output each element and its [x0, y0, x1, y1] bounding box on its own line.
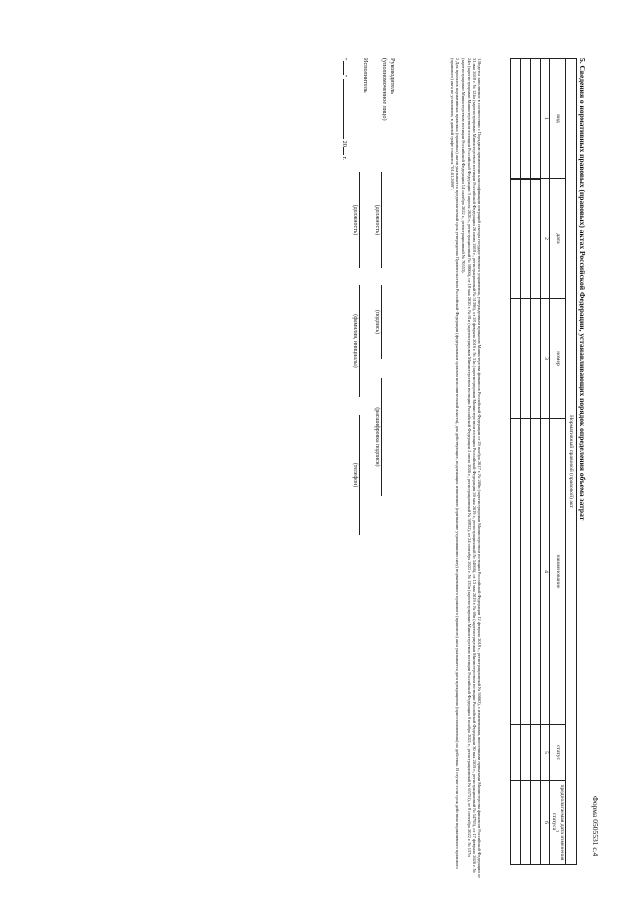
table-group-header: Нормативный правовой (правовой) акт: [566, 59, 577, 865]
column-header-date: дата: [550, 179, 566, 299]
date-quote-close: ": [341, 74, 348, 78]
table-cell: [511, 179, 521, 299]
caption-position: (должность): [352, 204, 358, 236]
table-cell: [521, 725, 531, 781]
head-signature-line: [381, 285, 382, 359]
column-number: 4: [541, 419, 550, 725]
table-cell: [531, 179, 541, 299]
table-cell: [531, 725, 541, 781]
table-cell: [531, 781, 541, 865]
form-code: Форма 0505531 с.4: [591, 796, 600, 857]
head-sublabel: (уполномоченное лицо): [381, 58, 388, 121]
table-cell: [531, 299, 541, 419]
head-label: Руководитель: [389, 58, 396, 94]
table-row: [511, 59, 521, 865]
caption-phone: (телефон): [352, 462, 358, 488]
head-name-line: [381, 378, 382, 496]
table-row: [531, 59, 541, 865]
executor-fio-line: [359, 285, 360, 397]
section-title: 5. Сведения о нормативных правовых (правовых) актах Российской Федерации, устанавливающих порядок определения объема затрат: [578, 58, 587, 521]
column-number: 5: [541, 725, 550, 781]
legal-acts-table: [510, 58, 577, 865]
date-line: [341, 58, 348, 160]
table-cell: [521, 299, 531, 419]
table-cell: [511, 299, 521, 419]
table-cell: [521, 781, 531, 865]
caption-fio: (фамилия, инициалы): [352, 314, 358, 368]
date-year-blank: [343, 147, 344, 155]
column-header-status-change-date: [550, 781, 566, 865]
footnote-2: 2 Для проектов нормативных правовых (правовых) актов указывается предполагаемый срок утверждения Правительством Российской Федерации (федеральным органом исполнительной власти), для действующих, подлежащих изменению (признанию утратившими силу) нормативного правового (правового) акта указывается дата прекращения (приостановления) их действия. В случае если срок действия нормативного правового (правового) акта не установлен, в данной графе ставится "01.01.2099".: [450, 58, 461, 869]
table-cell: [511, 781, 521, 865]
column-number: 6: [541, 781, 550, 865]
caption-position: (должность): [374, 204, 380, 236]
table-cell: [511, 725, 521, 781]
column-header-status-change-date-label: предполагаемая дата изменения статуса: [550, 784, 565, 861]
table-cell: [521, 419, 531, 725]
date-day-blank: [343, 61, 344, 75]
footnote-1: 1 Ведется заполнение в соответствии с Порядком применения классификации операций сектора государственного управления, утвержденным приказом Министерства финансов Российской Федерации от 29 ноября 2017 г. № 209н (зарегистрирован Министерством юстиции Российской Федерации 12 февраля 2018 г., регистрационный № 50003), с изменениями, внесенными приказами Министерства финансов Российской Федерации от 31 мая 2018 г. № 124н (зарегистрирован Министерством юстиции Российской Федерации 20 июня 2018 г., регистрационный № 51396), от 28 февраля 2019 г. № 31н (зарегистрирован Министерством юстиции Российской Федерации 20 мая 2019 г., регистрационный № 54666), от 13 мая 2019 г. № 69н (зарегистрирован Министерством юстиции Российской Федерации 30 мая 2019 г., регистрационный № 54795), от 17 февраля 2020 г. № 24н (зарегистрирован Министерством юстиции Российской Федерации 3 апреля 2020 г., регистрационный № 58000), от 18 мая 2020 г. № 81н (зарегистрирован Министерством юстиции Российской Федерации 2 июля 2020 г., регистрационный № 58832), от 24 сентября 2021 г. № 135н (зарегистрирован Министерством юстиции Российской Федерации 9 ноября 2021 г., регистрационный № 65751), от 8 сентября 2022 г. № 137н (зарегистрирован Министерством юстиции Российской Федерации 14 октября 2022 г., регистрационный № 70553).: [461, 58, 482, 878]
column-header-number: номер: [550, 299, 566, 419]
date-year-suffix: г.: [341, 156, 348, 160]
table-cell: [531, 419, 541, 725]
column-header-name: наименование: [550, 419, 566, 725]
date-quote-open: ": [341, 58, 348, 61]
table-cell: [511, 59, 521, 179]
executor-label: Исполнитель: [362, 58, 369, 93]
column-header-type: вид: [550, 59, 566, 179]
caption-signature: (подпись): [374, 309, 380, 335]
table-row: [521, 59, 531, 865]
date-year-prefix: 20: [341, 140, 348, 147]
executor-position-line: [359, 172, 360, 268]
table-cell: [521, 179, 531, 299]
table-cell: [531, 59, 541, 179]
table-cell: [511, 419, 521, 725]
column-number: 2: [541, 179, 550, 299]
head-position-line: [381, 172, 382, 268]
executor-phone-line: [359, 415, 360, 535]
column-number: 3: [541, 299, 550, 419]
footnote-mark: 3: [554, 830, 560, 833]
caption-name: (расшифровка подписи): [374, 407, 380, 467]
table-cell: [521, 59, 531, 179]
footnotes: [449, 58, 482, 878]
date-month-blank: [343, 79, 344, 139]
column-number: 1: [541, 59, 550, 179]
column-header-status: статус: [550, 725, 566, 781]
